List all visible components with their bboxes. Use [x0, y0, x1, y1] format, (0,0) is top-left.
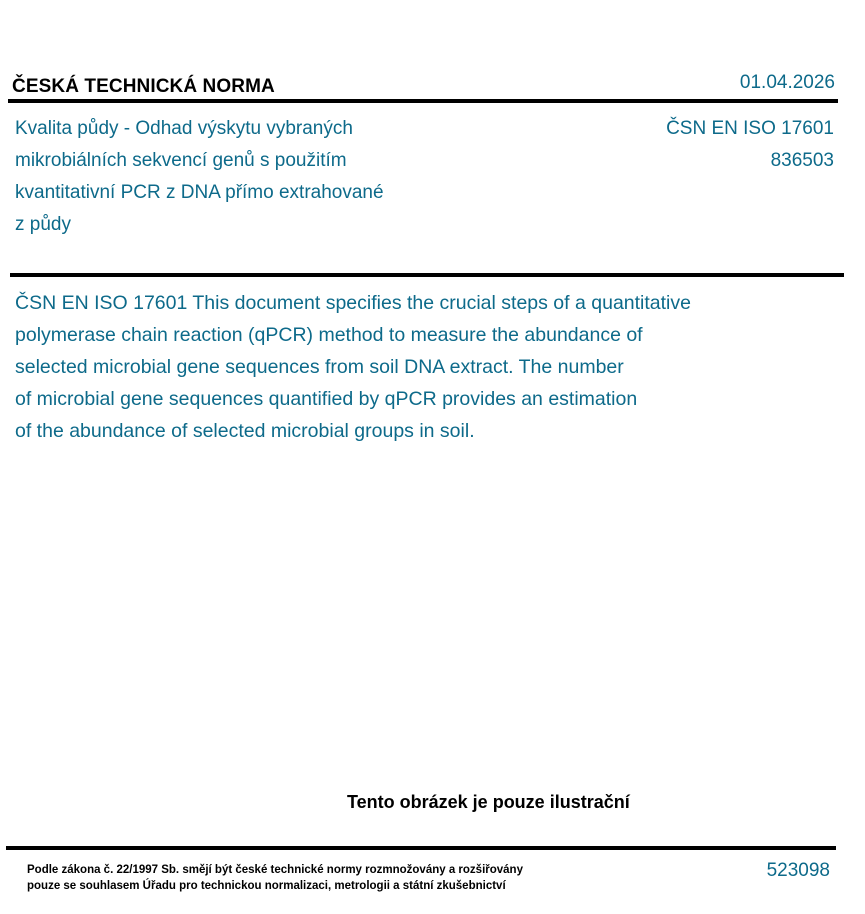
- abstract-line: selected microbial gene sequences from soil DNA extract. The number: [15, 356, 624, 378]
- classification-number: 836503: [770, 150, 834, 171]
- legal-notice-line: Podle zákona č. 22/1997 Sb. smějí být české technické normy rozmnožovány a rozšiřovány: [27, 864, 523, 876]
- norm-header-title: ČESKÁ TECHNICKÁ NORMA: [12, 76, 275, 97]
- standard-title-line: mikrobiálních sekvencí genů s použitím: [15, 150, 347, 171]
- standard-title-line: kvantitativní PCR z DNA přímo extrahované: [15, 182, 384, 203]
- section-divider: [10, 273, 844, 277]
- document-number: 523098: [766, 860, 830, 881]
- standard-identifiers: [666, 113, 834, 177]
- legal-notice: [27, 862, 523, 894]
- footer-divider: [6, 846, 836, 850]
- illustration-note: Tento obrázek je pouze ilustrační: [347, 792, 630, 812]
- publication-date: 01.04.2026: [739, 72, 835, 93]
- abstract-line: of microbial gene sequences quantified by qPCR provides an estimation: [15, 388, 638, 410]
- standard-title: [15, 113, 455, 241]
- legal-notice-line: pouze se souhlasem Úřadu pro technickou normalizaci, metrologii a státní zkušebnictví: [27, 880, 506, 892]
- standard-title-line: z půdy: [15, 214, 71, 235]
- abstract-line: ČSN EN ISO 17601 This document specifies the crucial steps of a quantitative: [15, 292, 691, 314]
- abstract-line: of the abundance of selected microbial groups in soil.: [15, 420, 475, 442]
- header-divider: [8, 99, 838, 103]
- standard-designation: ČSN EN ISO 17601: [666, 118, 834, 139]
- standard-title-line: Kvalita půdy - Odhad výskytu vybraných: [15, 118, 353, 139]
- abstract-line: polymerase chain reaction (qPCR) method to measure the abundance of: [15, 324, 643, 346]
- abstract-text: [15, 287, 775, 447]
